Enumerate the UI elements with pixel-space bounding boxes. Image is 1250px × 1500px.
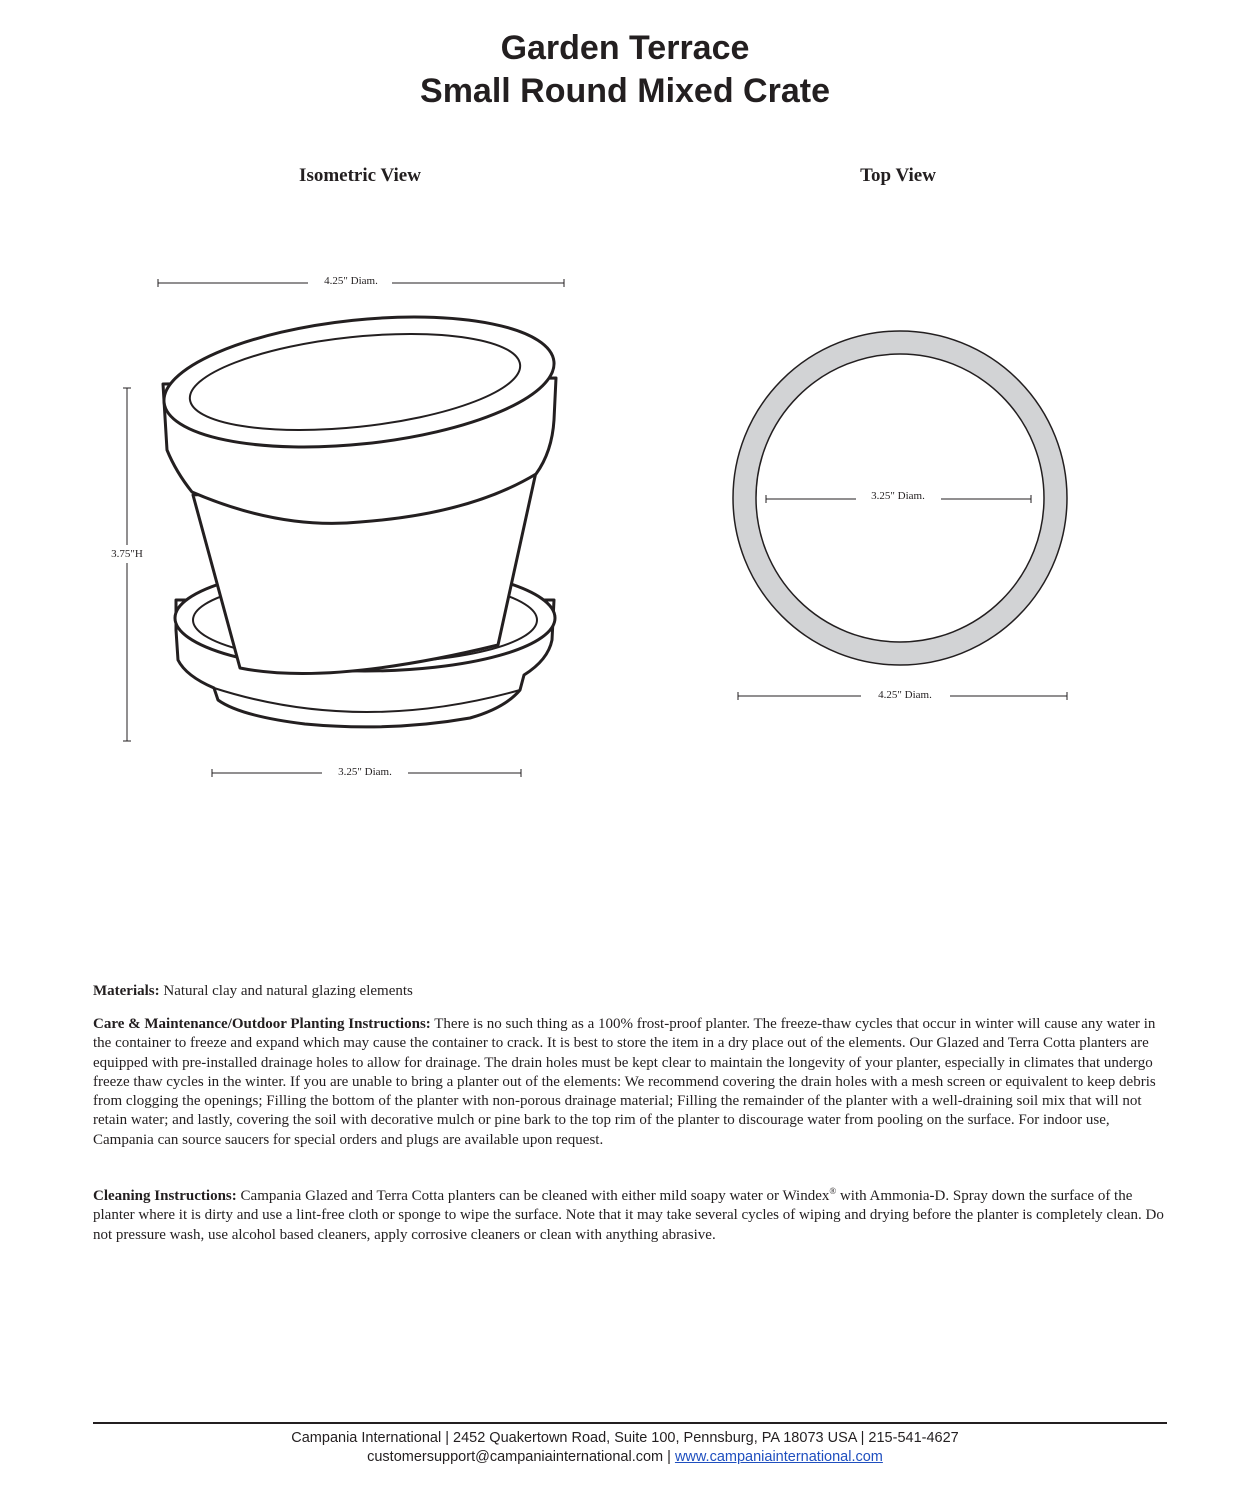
website-link[interactable]: www.campaniainternational.com bbox=[674, 1449, 883, 1465]
title-line-1: Garden Terrace bbox=[500, 29, 750, 67]
footer-address: Campania International | 2452 Quakertown Road, Suite 100, Pennsburg, PA 18073 USA | 215-541-4627 bbox=[291, 1430, 959, 1446]
title-line-2: Small Round Mixed Crate bbox=[420, 72, 830, 110]
top-inner-diameter-label: 3.25" Diam. bbox=[871, 490, 925, 502]
isometric-pot-drawing bbox=[158, 300, 561, 727]
cleaning-label: Cleaning Instructions: bbox=[93, 1188, 237, 1204]
registered-mark: ® bbox=[829, 1186, 837, 1196]
footer-email: customersupport@campaniainternational.com | bbox=[367, 1449, 675, 1465]
materials-paragraph bbox=[93, 982, 1168, 1001]
iso-bottom-diameter-label: 3.25" Diam. bbox=[338, 766, 392, 778]
iso-height-label: 3.75"H bbox=[111, 548, 143, 560]
materials-text: Natural clay and natural glazing elements bbox=[159, 983, 413, 999]
footer-divider bbox=[93, 1422, 1167, 1424]
footer-contact bbox=[0, 1448, 1250, 1467]
cleaning-paragraph bbox=[93, 1182, 1168, 1245]
cleaning-text-before: Campania Glazed and Terra Cotta planters can be cleaned with either mild soapy water or Windex bbox=[236, 1188, 830, 1204]
top-outer-diameter-label: 4.25" Diam. bbox=[878, 689, 932, 701]
care-label: Care & Maintenance/Outdoor Planting Instructions: bbox=[93, 1016, 431, 1032]
cleaning-text-after: with Ammonia-D. Spray down the surface of the planter where it is dirty and use a lint-free cloth or sponge to wipe the surface. Note that it may take several cycles of wiping and drying before the planter is completely clean. Do not pressure wash, use alcohol based cleaners, apply corrosive cleaners or clean with anything abrasive. bbox=[93, 1188, 1164, 1243]
top-view-label: Top View bbox=[860, 165, 936, 186]
isometric-view-label: Isometric View bbox=[299, 165, 421, 186]
materials-label: Materials: bbox=[93, 983, 160, 999]
care-text: There is no such thing as a 100% frost-proof planter. The freeze-thaw cycles that occur in winter will cause any water in the container to freeze and expand which may cause the container to crack. It is best to store the item in a dry place out of the elements. Our Glazed and Terra Cotta planters are equipped with pre-installed drainage holes to allow for drainage. The drain holes must be kept clear to maintain the longevity of your planter, especially in climates that undergo freeze thaw cycles in the winter. If you are unable to bring a planter out of the elements: We recommend covering the drain holes with a mesh screen or equivalent to keep debris from clogging the openings; Filling the bottom of the planter with non-porous drainage material; Filling the remainder of the planter with a well-draining soil mix that will not retain water; and lastly, covering the soil with decorative mulch or pine bark to the top rim of the planter to discourage water from pooling on the surface. For indoor use, Campania can source saucers for special orders and plugs are available upon request. bbox=[93, 1016, 1156, 1148]
care-paragraph bbox=[93, 1015, 1168, 1150]
iso-top-diameter-label: 4.25" Diam. bbox=[324, 275, 378, 287]
iso-height-dimension bbox=[123, 388, 131, 741]
